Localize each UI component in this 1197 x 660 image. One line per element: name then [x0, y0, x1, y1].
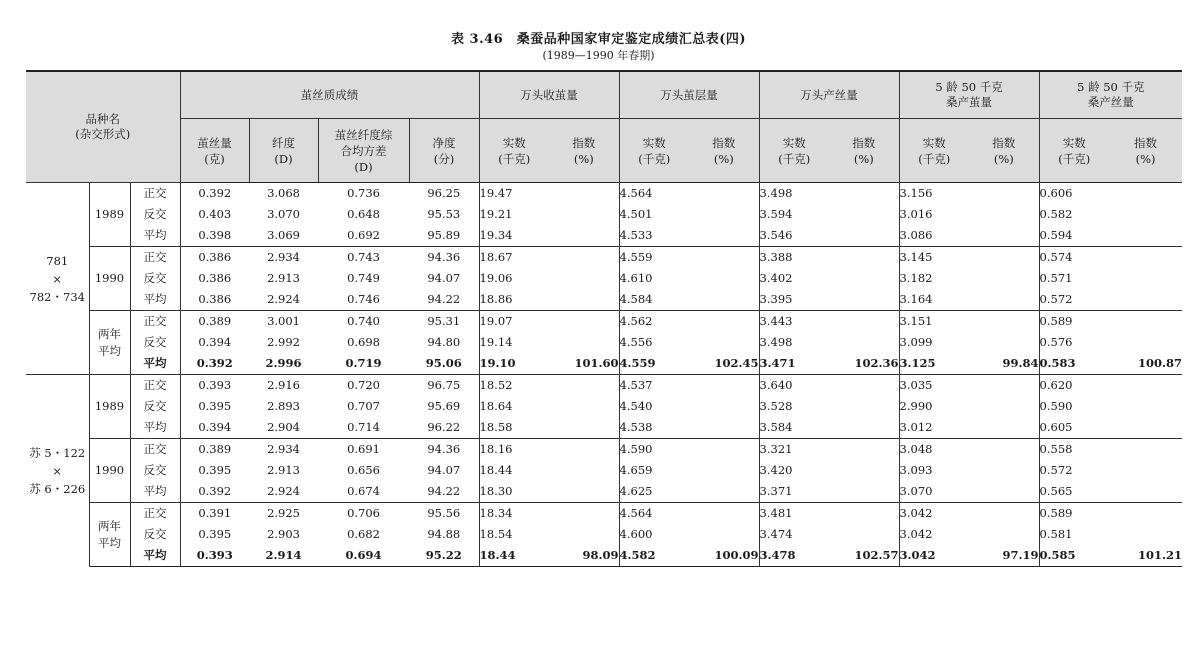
value-cell: 0.558 0.572 0.565: [1039, 439, 1109, 503]
value-cell: 0.393 0.395 0.394: [198, 378, 232, 434]
index-cell: [549, 183, 619, 247]
variety-name-header: [26, 71, 180, 183]
value-cell: 2.916 2.893 2.904: [267, 378, 300, 434]
table-header: [26, 71, 1182, 183]
table-row: [26, 439, 1182, 503]
index-cell: [969, 375, 1039, 439]
size-header: 纤度 (D): [249, 119, 318, 183]
table-row: [26, 375, 1182, 439]
index-cell: [829, 375, 899, 439]
value-cell: 3.498 3.594 3.546: [759, 183, 829, 247]
actual-header: 实数 (千克): [1039, 119, 1109, 183]
value-cell: 4.559 4.610 4.584: [619, 247, 689, 311]
group-header-mulberry-silk: 5 龄 50 千克 桑产丝量: [1039, 71, 1182, 119]
year-label: 两年 平均: [89, 311, 130, 375]
index-cell: 98.09: [549, 503, 619, 567]
cross-type-labels: 正交 反交 平均: [130, 183, 180, 247]
value-cell: 3.321 3.420 3.371: [759, 439, 829, 503]
actual-header: 实数 (千克): [759, 119, 829, 183]
value-cell: 18.16 18.44 18.30: [479, 439, 549, 503]
index-cell: [549, 375, 619, 439]
cross-type-labels: 正交 反交 平均: [130, 247, 180, 311]
index-cell: [689, 375, 759, 439]
value-cell: 94.36 94.07 94.22: [427, 442, 461, 498]
year-label: 1989: [89, 183, 130, 247]
index-cell: 97.19: [969, 503, 1039, 567]
index-cell: [689, 183, 759, 247]
index-cell: [969, 183, 1039, 247]
table-row: [26, 311, 1182, 375]
size-deviation-header: 茧丝纤度综 合均方差 (D): [318, 119, 409, 183]
actual-header: 实数 (千克): [619, 119, 689, 183]
value-cell: 0.740 0.698 0.719: [345, 314, 382, 370]
cross-form-label: (杂交形式): [75, 127, 131, 141]
index-cell: 100.87: [1138, 356, 1183, 370]
value-cell: 94.36 94.07 94.22: [427, 250, 461, 306]
index-cell: [549, 247, 619, 311]
index-cell: [829, 247, 899, 311]
value-cell: 0.620 0.590 0.605: [1039, 375, 1109, 439]
index-header: 指数 (%): [689, 119, 759, 183]
index-cell: [1109, 183, 1182, 247]
value-cell: 3.068 3.070 3.069: [267, 186, 300, 242]
index-cell: 101.60: [574, 356, 619, 370]
actual-header: 实数 (千克): [899, 119, 969, 183]
index-cell: 102.57: [829, 503, 899, 567]
year-label: 1989: [89, 375, 130, 439]
group-header-shell-yield: 万头茧层量: [619, 71, 759, 119]
value-cell: 0.392 0.403 0.398: [198, 186, 232, 242]
table-title: 表 3.46 桑蚕品种国家审定鉴定成绩汇总表(四): [451, 32, 746, 47]
value-cell: 0.606 0.582 0.594: [1039, 183, 1109, 247]
group-header-mulberry-cocoon: 5 龄 50 千克 桑产茧量: [899, 71, 1039, 119]
value-cell: 4.590 4.659 4.625: [619, 439, 689, 503]
group-header-quality: 茧丝质成绩: [180, 71, 479, 119]
index-header: 指数 (%): [829, 119, 899, 183]
cross-type-labels: 正交 反交 平均: [130, 311, 180, 375]
index-cell: [549, 439, 619, 503]
value-cell: 3.156 3.016 3.086: [899, 183, 969, 247]
value-cell: 96.75 95.69 96.22: [427, 378, 461, 434]
neatness-header: 净度 (分): [409, 119, 479, 183]
value-cell: 3.151 3.099 3.125: [899, 311, 969, 375]
value-cell: 3.145 3.182 3.164: [899, 247, 969, 311]
results-table: [26, 70, 1182, 567]
value-cell: 19.07 19.14 19.10: [479, 311, 549, 375]
value-cell: 0.391 0.395 0.393: [180, 503, 249, 567]
index-cell: [1109, 375, 1182, 439]
value-cell: 3.035 2.990 3.012: [899, 375, 969, 439]
group-header-cocoon-yield: 万头收茧量: [479, 71, 619, 119]
value-cell: 2.934 2.913 2.924: [267, 250, 300, 306]
value-cell: 4.562 4.556 4.559: [619, 311, 689, 375]
value-cell: 0.386 0.386 0.386: [198, 250, 232, 306]
value-cell: 3.001 2.992 2.996: [265, 314, 302, 370]
value-cell: 4.564 4.600 4.582: [619, 503, 689, 567]
cross-type-labels: 正交 反交 平均: [130, 439, 180, 503]
value-cell: 3.481 3.474 3.478: [759, 503, 829, 567]
value-cell: 4.537 4.540 4.538: [619, 375, 689, 439]
index-cell: 99.84: [1002, 356, 1039, 370]
value-cell: 2.934 2.913 2.924: [267, 442, 300, 498]
value-cell: 0.743 0.749 0.746: [347, 250, 380, 306]
value-cell: 19.47 19.21 19.34: [479, 183, 549, 247]
table-row: [26, 183, 1182, 247]
table-row: [26, 247, 1182, 311]
index-header: 指数 (%): [969, 119, 1039, 183]
index-cell: [829, 439, 899, 503]
group-header-silk-yield: 万头产丝量: [759, 71, 899, 119]
index-cell: [689, 247, 759, 311]
value-cell: 0.706 0.682 0.694: [318, 503, 409, 567]
index-cell: 102.45: [714, 356, 759, 370]
value-cell: 18.67 19.06 18.86: [479, 247, 549, 311]
value-cell: 0.574 0.571 0.572: [1039, 247, 1109, 311]
cross-type-labels: 正交 反交 平均: [130, 375, 180, 439]
actual-header: 实数 (千克): [479, 119, 549, 183]
value-cell: 3.640 3.528 3.584: [759, 375, 829, 439]
value-cell: 3.048 3.093 3.070: [899, 439, 969, 503]
variety-name: 781 × 782・734: [26, 183, 89, 375]
year-label: 两年 平均: [89, 503, 130, 567]
value-cell: 0.736 0.648 0.692: [347, 186, 380, 242]
value-cell: 0.720 0.707 0.714: [347, 378, 380, 434]
index-cell: 100.09: [689, 503, 759, 567]
cross-type-labels: 正交 反交 平均: [130, 503, 180, 567]
value-cell: 0.589 0.581 0.585: [1039, 503, 1109, 567]
value-cell: 0.389 0.394 0.392: [196, 314, 233, 370]
index-cell: [969, 247, 1039, 311]
value-cell: 96.25 95.53 95.89: [427, 186, 461, 242]
index-cell: 101.21: [1109, 503, 1182, 567]
value-cell: 18.34 18.54 18.44: [479, 503, 549, 567]
silk-weight-header: 茧丝量 (克): [180, 119, 249, 183]
value-cell: 3.443 3.498 3.471: [759, 311, 829, 375]
value-cell: 18.52 18.64 18.58: [479, 375, 549, 439]
variety-name-label: 品种名: [85, 112, 121, 126]
year-label: 1990: [89, 247, 130, 311]
value-cell: 95.31 94.80 95.06: [425, 314, 462, 370]
index-cell: 102.36: [854, 356, 899, 370]
index-cell: [689, 439, 759, 503]
value-cell: 95.56 94.88 95.22: [409, 503, 479, 567]
value-cell: 3.042 3.042 3.042: [899, 503, 969, 567]
index-header: 指数 (%): [1109, 119, 1182, 183]
variety-name: 苏 5・122 × 苏 6・226: [26, 375, 89, 567]
index-cell: [969, 439, 1039, 503]
value-cell: 0.389 0.395 0.392: [198, 442, 232, 498]
value-cell: 0.691 0.656 0.674: [347, 442, 380, 498]
year-label: 1990: [89, 439, 130, 503]
value-cell: 3.388 3.402 3.395: [759, 247, 829, 311]
index-cell: [1109, 247, 1182, 311]
table-row: [26, 503, 1182, 567]
index-header: 指数 (%): [549, 119, 619, 183]
value-cell: 0.589 0.576 0.583: [1039, 311, 1109, 375]
value-cell: 2.925 2.903 2.914: [249, 503, 318, 567]
index-cell: [829, 183, 899, 247]
value-cell: 4.564 4.501 4.533: [619, 183, 689, 247]
table-subtitle: (1989—1990 年春期): [542, 49, 655, 62]
table-body: [26, 183, 1182, 567]
index-cell: [1109, 439, 1182, 503]
